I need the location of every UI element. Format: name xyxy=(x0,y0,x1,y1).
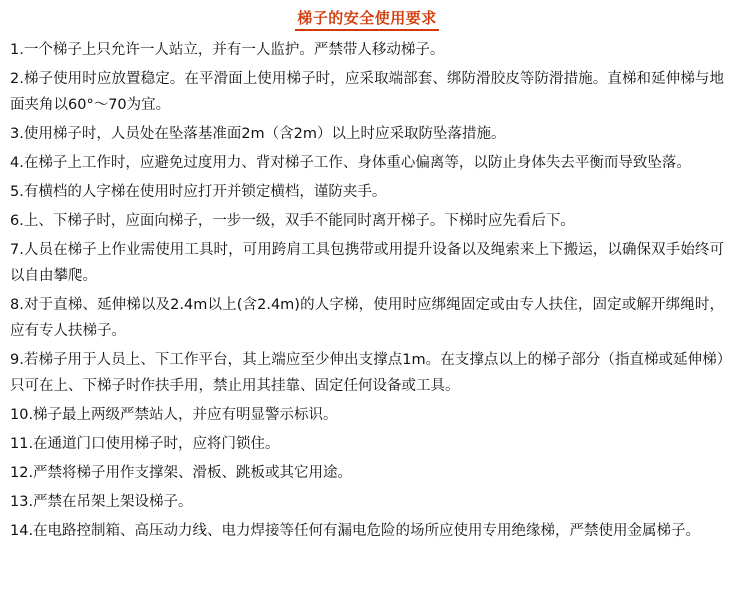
list-item: 6.上、下梯子时，应面向梯子，一步一级，双手不能同时离开梯子。下梯时应先看后下。 xyxy=(10,213,575,229)
list-item: 10.梯子最上两级严禁站人，并应有明显警示标识。 xyxy=(10,407,338,423)
page-title-container xyxy=(10,8,724,31)
list-item: 8.对于直梯、延伸梯以及2.4m以上(含2.4m)的人字梯，使用时应绑绳固定或由专人扶住，固定或解开绑绳时，应有专人扶梯子。 xyxy=(10,297,724,339)
list-item: 14.在电路控制箱、高压动力线、电力焊接等任何有漏电危险的场所应使用专用绝缘梯，严禁使用金属梯子。 xyxy=(10,523,701,539)
list-item: 1.一个梯子上只允许一人站立，并有一人监护。严禁带人移动梯子。 xyxy=(10,42,445,58)
rules-list xyxy=(10,37,724,544)
list-item: 7.人员在梯子上作业需使用工具时，可用跨肩工具包携带或用提升设备以及绳索来上下搬运，以确保双手始终可以自由攀爬。 xyxy=(10,242,724,284)
list-item: 11.在通道门口使用梯子时，应将门锁住。 xyxy=(10,436,280,452)
list-item: 9.若梯子用于人员上、下工作平台，其上端应至少伸出支撑点1m。在支撑点以上的梯子部分（指直梯或延伸梯）只可在上、下梯子时作扶手用，禁止用其挂靠、固定任何设备或工具。 xyxy=(10,352,724,394)
list-item: 3.使用梯子时，人员处在坠落基准面2m（含2m）以上时应采取防坠落措施。 xyxy=(10,126,506,142)
list-item: 2.梯子使用时应放置稳定。在平滑面上使用梯子时，应采取端部套、绑防滑胶皮等防滑措施。直梯和延伸梯与地面夹角以60°～70为宜。 xyxy=(10,71,724,113)
list-item: 4.在梯子上工作时，应避免过度用力、背对梯子工作、身体重心偏离等，以防止身体失去平衡而导致坠落。 xyxy=(10,155,691,171)
page-title: 梯子的安全使用要求 xyxy=(295,8,439,31)
list-item: 13.严禁在吊架上架设梯子。 xyxy=(10,494,193,510)
list-item: 5.有横档的人字梯在使用时应打开并锁定横档，谨防夹手。 xyxy=(10,184,387,200)
list-item: 12.严禁将梯子用作支撑架、滑板、跳板或其它用途。 xyxy=(10,465,353,481)
